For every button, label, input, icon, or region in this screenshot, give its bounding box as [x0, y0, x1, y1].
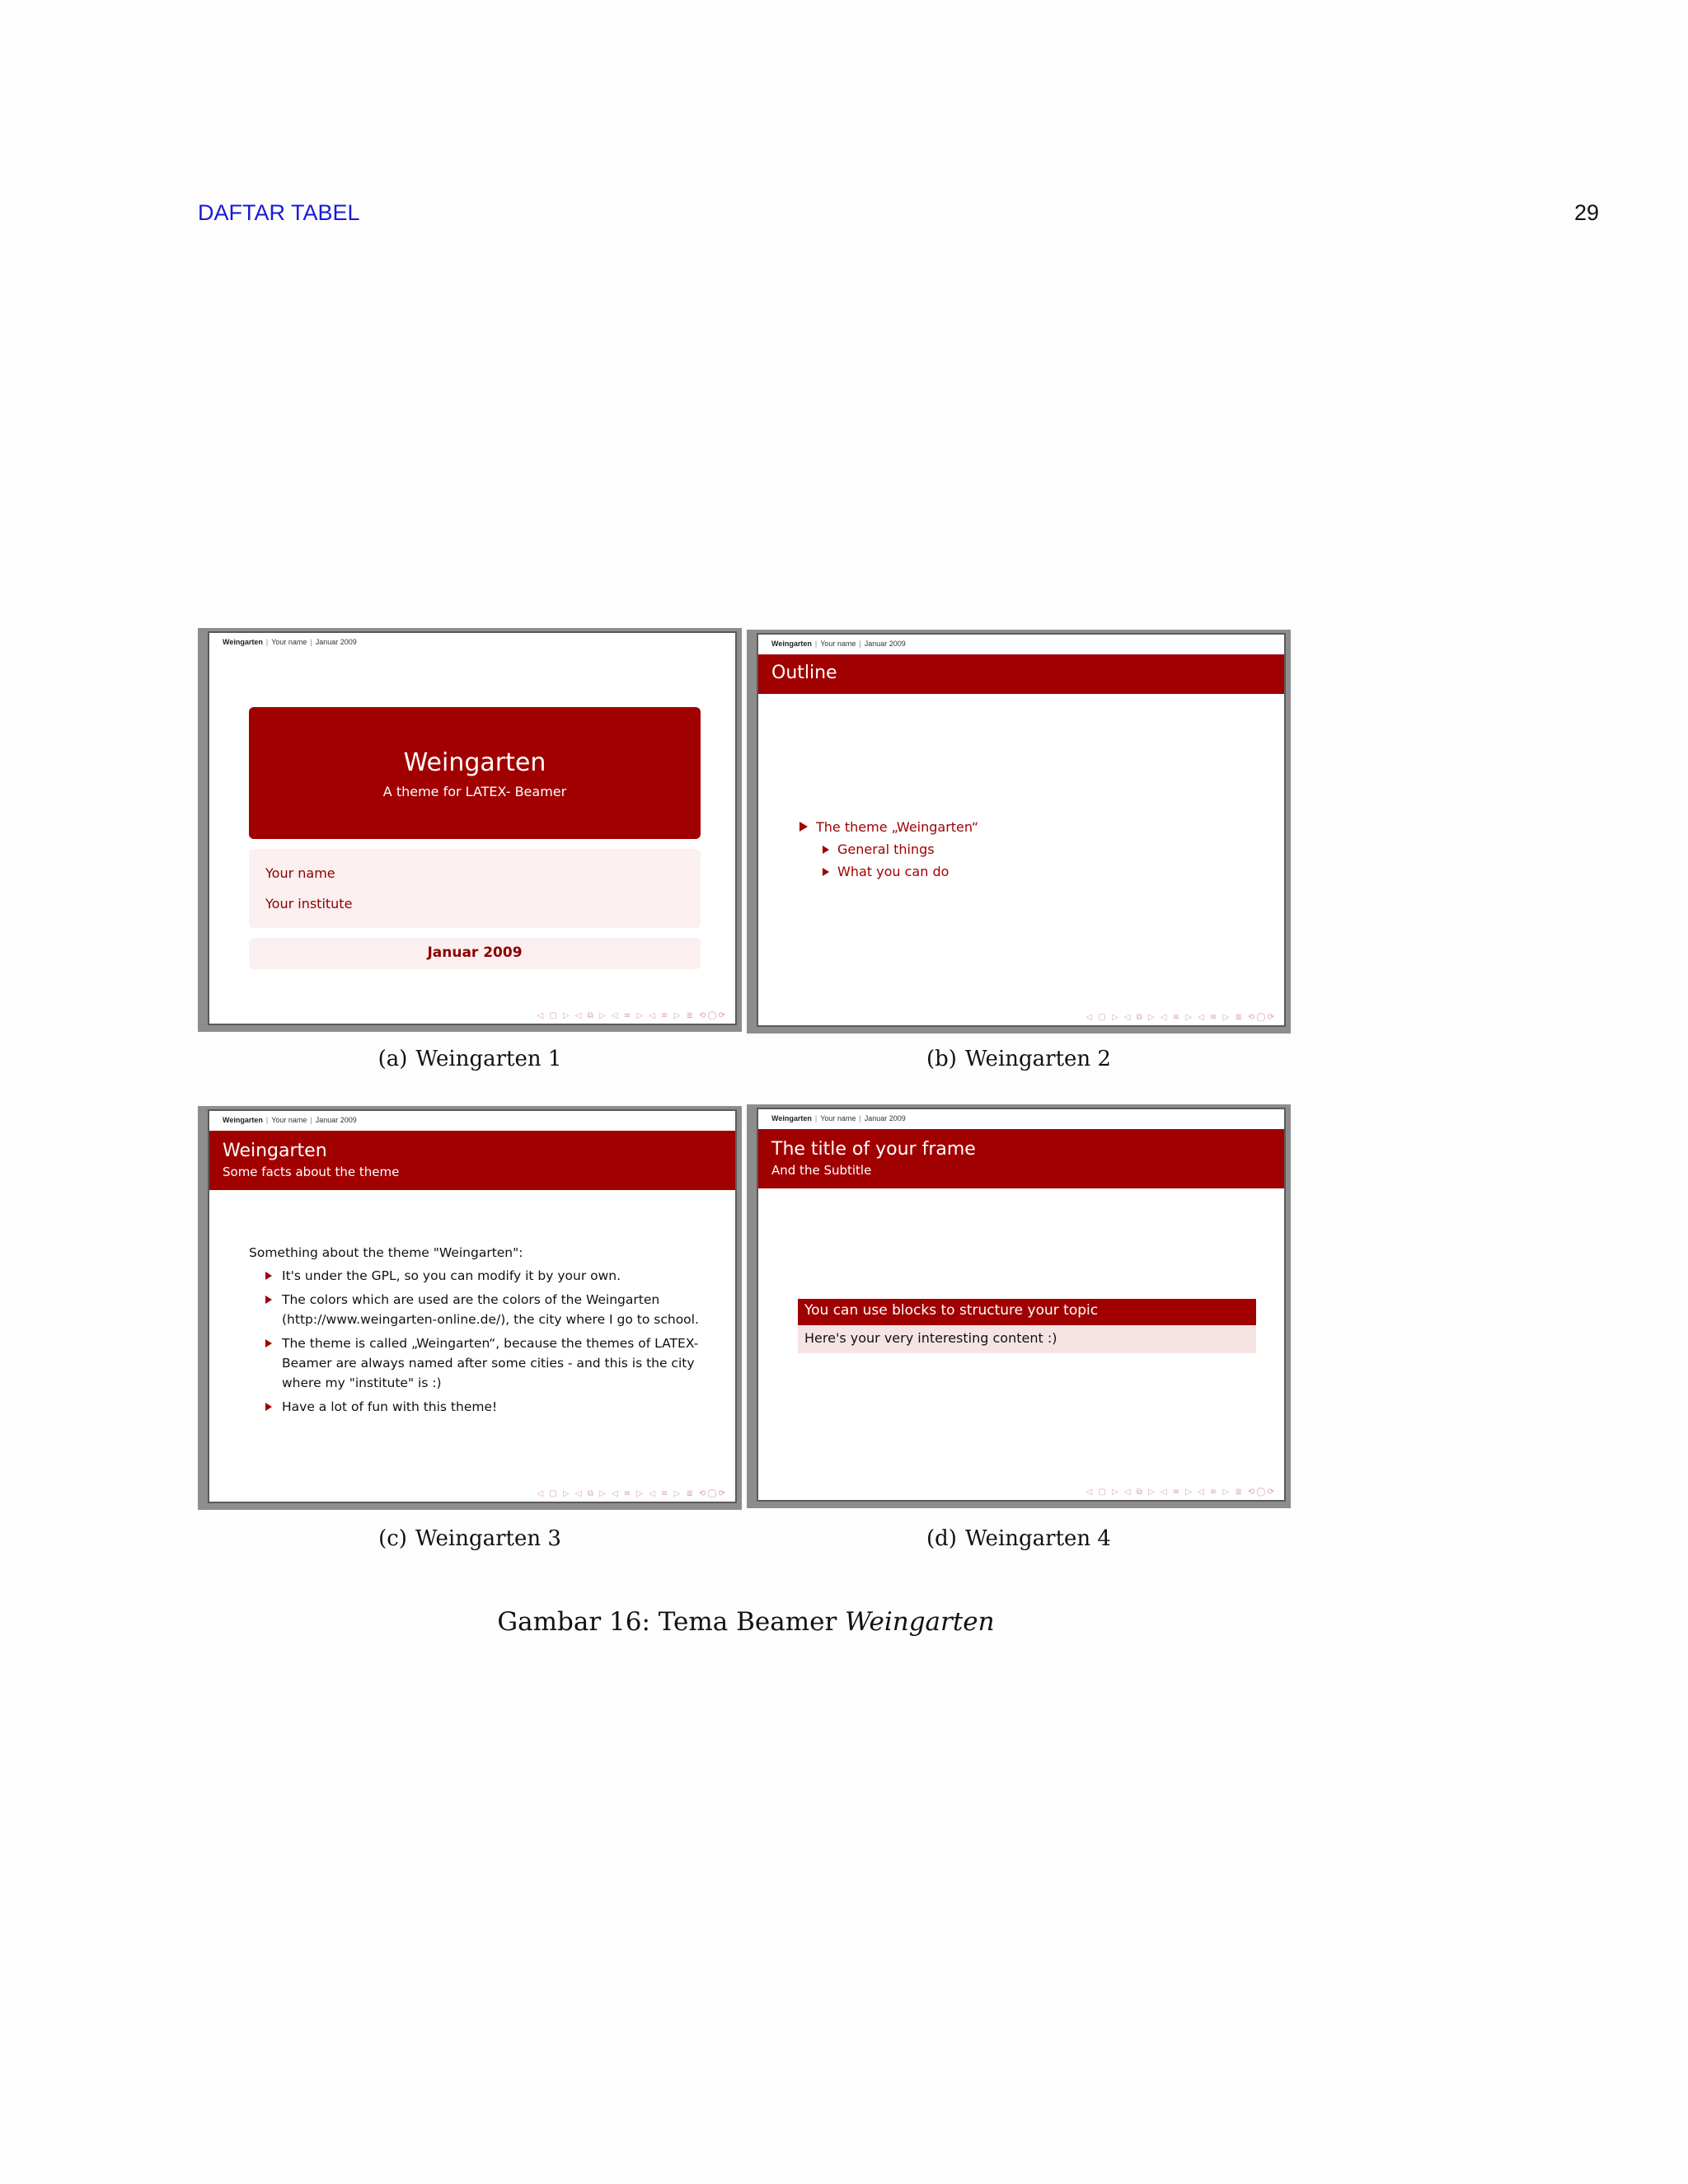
slide-canvas: [208, 1109, 737, 1503]
block-body: Here's your very interesting content :): [798, 1325, 1256, 1353]
triangle-bullet-icon: [823, 846, 829, 854]
headline-author: Your name: [271, 1116, 307, 1124]
list-item: The theme is called „Weingarten“, because the themes of LATEX-Beamer are always named after some cities - and this is the city where my "institute" is :): [265, 1333, 702, 1393]
subcaption-c: (c) Weingarten 3: [378, 1526, 561, 1551]
frame-subtitle: Some facts about the theme: [223, 1165, 400, 1179]
headline-short-title: Weingarten: [771, 1114, 812, 1122]
headline-date: Januar 2009: [864, 640, 906, 648]
frame-title: Outline: [771, 663, 837, 683]
facts-intro: Something about the theme "Weingarten":: [249, 1245, 523, 1260]
triangle-bullet-icon: [265, 1272, 272, 1280]
slide-weingarten-3: [198, 1106, 742, 1510]
headline-author: Your name: [820, 640, 856, 648]
headline-short-title: Weingarten: [223, 638, 263, 646]
slide-weingarten-1: [198, 628, 742, 1032]
caption-prefix: Gambar 16: Tema Beamer: [497, 1607, 846, 1637]
triangle-bullet-icon: [265, 1296, 272, 1304]
headline-short-title: Weingarten: [223, 1116, 263, 1124]
subcaption-a: (a) Weingarten 1: [377, 1047, 562, 1071]
headline-date: Januar 2009: [315, 638, 357, 646]
list-item: Have a lot of fun with this theme!: [265, 1397, 702, 1417]
author-block: [249, 849, 701, 928]
navigation-symbols: ◁ ▢ ▷ ◁ ⧉ ▷ ◁ ≡ ▷ ◁ ≡ ▷ ≣ ⟲◯⟳: [1085, 1013, 1276, 1022]
navigation-symbols: ◁ ▢ ▷ ◁ ⧉ ▷ ◁ ≡ ▷ ◁ ≡ ▷ ≣ ⟲◯⟳: [1085, 1488, 1276, 1497]
title-block: [249, 707, 701, 839]
outline-list: [799, 816, 978, 883]
list-item: It's under the GPL, so you can modify it by your own.: [265, 1266, 702, 1286]
triangle-bullet-icon: [799, 822, 808, 832]
navigation-symbols: ◁ ▢ ▷ ◁ ⧉ ▷ ◁ ≡ ▷ ◁ ≡ ▷ ≣ ⟲◯⟳: [537, 1489, 727, 1498]
frame-title: Weingarten: [223, 1141, 327, 1161]
headline-date: Januar 2009: [315, 1116, 357, 1124]
triangle-bullet-icon: [265, 1339, 272, 1347]
headline-author: Your name: [271, 638, 307, 646]
navigation-symbols: ◁ ▢ ▷ ◁ ⧉ ▷ ◁ ≡ ▷ ◁ ≡ ▷ ≣ ⟲◯⟳: [537, 1011, 727, 1020]
block-title: You can use blocks to structure your topic: [798, 1299, 1256, 1325]
outline-subitem: General things: [799, 838, 978, 860]
headline-date: Januar 2009: [864, 1114, 906, 1122]
subcaption-b: (b) Weingarten 2: [926, 1047, 1111, 1071]
date-block: Januar 2009: [249, 938, 701, 969]
slide-weingarten-2: [747, 630, 1291, 1033]
figure-16: [198, 628, 1294, 1683]
slide-headline: Weingarten | Your name | Januar 2009: [223, 1116, 357, 1124]
list-item: The colors which are used are the colors of the Weingarten (http://www.weingarten-online.de/), the city where I go to school.: [265, 1290, 702, 1329]
author-institute: Your institute: [265, 896, 353, 912]
figure-caption: [198, 1607, 1294, 1637]
slide-canvas: [757, 1108, 1286, 1502]
headline-short-title: Weingarten: [771, 640, 812, 648]
slide-headline: Weingarten | Your name | Januar 2009: [771, 640, 906, 648]
frame-subtitle: And the Subtitle: [771, 1163, 872, 1178]
slide-subtitle: A theme for LATEX- Beamer: [382, 784, 567, 799]
triangle-bullet-icon: [823, 868, 829, 876]
facts-content: [249, 1243, 702, 1421]
slide-canvas: [757, 633, 1286, 1027]
outline-subitem: What you can do: [799, 860, 978, 883]
outline-item: The theme „Weingarten“: [799, 816, 978, 838]
caption-emphasis: Weingarten: [845, 1607, 995, 1637]
slide-weingarten-4: [747, 1104, 1291, 1508]
page-number: 29: [1573, 200, 1599, 225]
slide-title: Weingarten: [403, 748, 546, 777]
frame-title-bar: [758, 1129, 1284, 1188]
slide-headline: Weingarten | Your name | Januar 2009: [223, 638, 357, 646]
facts-list: [249, 1266, 702, 1417]
triangle-bullet-icon: [265, 1403, 272, 1411]
running-head-section: DAFTAR TABEL: [198, 200, 360, 225]
subcaption-d: (d) Weingarten 4: [926, 1526, 1111, 1551]
frame-title: The title of your frame: [771, 1139, 976, 1160]
headline-author: Your name: [820, 1114, 856, 1122]
slide-headline: Weingarten | Your name | Januar 2009: [771, 1114, 906, 1122]
frame-title-bar: [209, 1131, 735, 1190]
slide-canvas: [208, 631, 737, 1025]
frame-title-bar: [758, 654, 1284, 694]
running-head: [198, 200, 1599, 233]
author-name: Your name: [265, 865, 335, 881]
